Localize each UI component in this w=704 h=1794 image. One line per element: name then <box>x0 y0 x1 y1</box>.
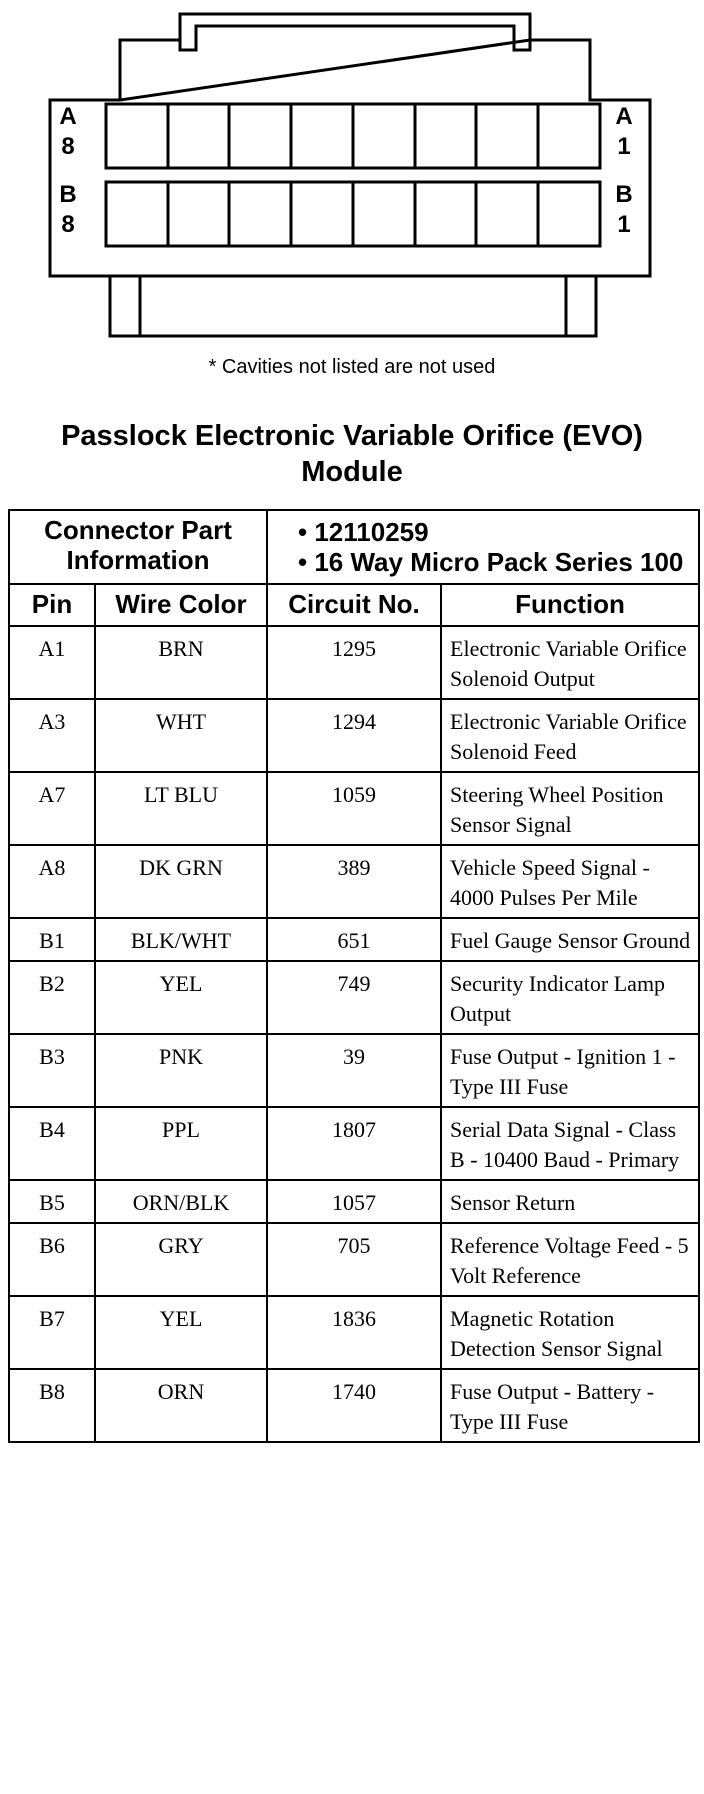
circuit-cell: 1740 <box>267 1369 441 1442</box>
row-a-left-number: 8 <box>61 133 75 160</box>
column-header-row <box>9 584 699 626</box>
pin-cell: B6 <box>9 1223 95 1296</box>
pin-cell: B2 <box>9 961 95 1034</box>
pin-cell: B5 <box>9 1180 95 1223</box>
connector-skirt <box>110 276 596 336</box>
header-circuit-no: Circuit No. <box>267 584 441 626</box>
circuit-cell: 651 <box>267 918 441 961</box>
pin-cell: B8 <box>9 1369 95 1442</box>
circuit-cell: 1059 <box>267 772 441 845</box>
header-pin: Pin <box>9 584 95 626</box>
pin-cell: B4 <box>9 1107 95 1180</box>
table-row <box>9 772 699 845</box>
function-cell: Security Indicator Lamp Output <box>441 961 699 1034</box>
function-cell: Serial Data Signal - Class B - 10400 Baud - Primary <box>441 1107 699 1180</box>
wire-color-cell: LT BLU <box>95 772 267 845</box>
part-info-label: Connector Part Information <box>9 510 267 584</box>
unused-cavities-note: * Cavities not listed are not used <box>208 356 496 378</box>
table-row <box>9 626 699 699</box>
pin-cell: A3 <box>9 699 95 772</box>
pin-cell: A7 <box>9 772 95 845</box>
pin-cell: B7 <box>9 1296 95 1369</box>
table-row <box>9 1296 699 1369</box>
wire-color-cell: ORN <box>95 1369 267 1442</box>
function-cell: Electronic Variable Orifice Solenoid Feed <box>441 699 699 772</box>
part-info-row <box>9 510 699 584</box>
header-wire-color: Wire Color <box>95 584 267 626</box>
table-row <box>9 1223 699 1296</box>
circuit-cell: 749 <box>267 961 441 1034</box>
circuit-cell: 1057 <box>267 1180 441 1223</box>
function-cell: Reference Voltage Feed - 5 Volt Reference <box>441 1223 699 1296</box>
row-a-right-number: 1 <box>617 133 631 160</box>
row-a-right-letter: A <box>615 103 633 130</box>
wire-color-cell: YEL <box>95 961 267 1034</box>
function-cell: Magnetic Rotation Detection Sensor Signal <box>441 1296 699 1369</box>
wire-color-cell: ORN/BLK <box>95 1180 267 1223</box>
row-b-right-letter: B <box>615 181 633 208</box>
circuit-cell: 1807 <box>267 1107 441 1180</box>
pin-cell: B3 <box>9 1034 95 1107</box>
table-row <box>9 1034 699 1107</box>
circuit-cell: 1295 <box>267 626 441 699</box>
function-cell: Fuse Output - Ignition 1 - Type III Fuse <box>441 1034 699 1107</box>
table-row <box>9 918 699 961</box>
circuit-cell: 39 <box>267 1034 441 1107</box>
function-cell: Electronic Variable Orifice Solenoid Output <box>441 626 699 699</box>
header-function: Function <box>441 584 699 626</box>
connector-body-outline <box>50 40 650 276</box>
wire-color-cell: PNK <box>95 1034 267 1107</box>
table-row <box>9 1107 699 1180</box>
connector-type: • 16 Way Micro Pack Series 100 <box>298 547 684 577</box>
wire-color-cell: BRN <box>95 626 267 699</box>
wire-color-cell: BLK/WHT <box>95 918 267 961</box>
pinout-table <box>8 509 700 1443</box>
connector-latch <box>180 14 530 50</box>
table-row <box>9 699 699 772</box>
function-cell: Vehicle Speed Signal - 4000 Pulses Per Mile <box>441 845 699 918</box>
row-b-left-number: 8 <box>61 211 75 238</box>
table-row <box>9 1180 699 1223</box>
wire-color-cell: GRY <box>95 1223 267 1296</box>
function-cell: Sensor Return <box>441 1180 699 1223</box>
pin-cell: B1 <box>9 918 95 961</box>
circuit-cell: 1836 <box>267 1296 441 1369</box>
row-a-left-letter: A <box>59 103 77 130</box>
circuit-cell: 389 <box>267 845 441 918</box>
circuit-cell: 1294 <box>267 699 441 772</box>
table-row <box>9 1369 699 1442</box>
circuit-cell: 705 <box>267 1223 441 1296</box>
title-line-2: Module <box>301 456 403 488</box>
wire-color-cell: YEL <box>95 1296 267 1369</box>
page-title <box>0 418 704 490</box>
function-cell: Fuel Gauge Sensor Ground <box>441 918 699 961</box>
function-cell: Fuse Output - Battery - Type III Fuse <box>441 1369 699 1442</box>
table-row <box>9 961 699 1034</box>
wire-color-cell: PPL <box>95 1107 267 1180</box>
title-line-1: Passlock Electronic Variable Orifice (EVO) <box>61 420 643 452</box>
pin-cell: A1 <box>9 626 95 699</box>
wire-color-cell: DK GRN <box>95 845 267 918</box>
part-number: • 12110259 <box>298 517 429 547</box>
table-row <box>9 845 699 918</box>
row-b-right-number: 1 <box>617 211 631 238</box>
connector-diagram <box>0 0 704 350</box>
wire-color-cell: WHT <box>95 699 267 772</box>
function-cell: Steering Wheel Position Sensor Signal <box>441 772 699 845</box>
pin-cell: A8 <box>9 845 95 918</box>
row-b-left-letter: B <box>59 181 77 208</box>
part-info-values <box>267 510 699 584</box>
